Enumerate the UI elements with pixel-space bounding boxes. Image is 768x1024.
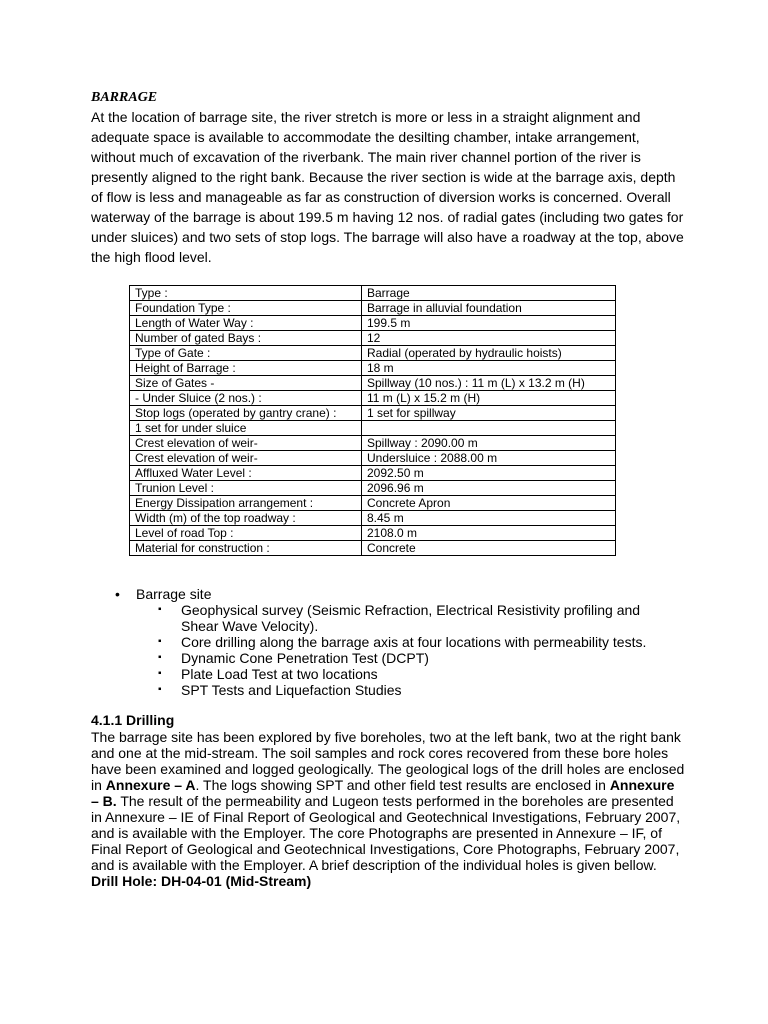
text-run: . The logs showing SPT and other field test results are enclosed in bbox=[195, 777, 610, 793]
annexure-b-ref: Annexure bbox=[609, 777, 675, 793]
annexure-b-ref-cont: – B. bbox=[91, 793, 117, 809]
spec-label-cell: Crest elevation of weir- bbox=[130, 451, 362, 466]
spec-label-cell: - Under Sluice (2 nos.) : bbox=[130, 391, 362, 406]
drilling-line: and one at the mid-stream. The soil samples and rock cores recovered from these bore holes bbox=[91, 745, 669, 761]
spec-value-cell: 8.45 m bbox=[362, 511, 616, 526]
spec-value-cell: Barrage bbox=[362, 286, 616, 301]
table-row bbox=[130, 301, 616, 316]
spec-label-cell: Length of Water Way : bbox=[130, 316, 362, 331]
list-item bbox=[157, 602, 646, 634]
table-row bbox=[130, 406, 616, 421]
sub-item-line: Dynamic Cone Penetration Test (DCPT) bbox=[181, 650, 429, 666]
drilling-line: Final Report of Geological and Geotechnical Investigations, Core Photographs, February 2007, bbox=[91, 841, 680, 857]
intro-line: presently aligned to the right bank. Because the river section is wide at the barrage axis, depth bbox=[91, 169, 676, 185]
list-item bbox=[157, 634, 646, 650]
bullet-icon: ▪ bbox=[158, 668, 162, 679]
barrage-spec-table bbox=[129, 285, 616, 556]
table-row bbox=[130, 451, 616, 466]
text-run: in bbox=[91, 777, 106, 793]
intro-line: the high flood level. bbox=[91, 249, 212, 265]
spec-label-cell: Energy Dissipation arrangement : bbox=[130, 496, 362, 511]
table-row bbox=[130, 376, 616, 391]
sub-list bbox=[157, 602, 646, 698]
table-row bbox=[130, 391, 616, 406]
intro-line: At the location of barrage site, the river stretch is more or less in a straight alignment and bbox=[91, 109, 641, 125]
drilling-line: and is available with the Employer. A brief description of the individual holes is given bellow. bbox=[91, 857, 657, 873]
intro-line: adequate space is available to accommodate the desilting chamber, intake arrangement, bbox=[91, 129, 640, 145]
spec-value-cell: 199.5 m bbox=[362, 316, 616, 331]
spec-label-cell: Trunion Level : bbox=[130, 481, 362, 496]
drilling-line bbox=[91, 777, 684, 793]
spec-value-cell: 1 set for spillway bbox=[362, 406, 616, 421]
table-row bbox=[130, 346, 616, 361]
sub-item-line: Core drilling along the barrage axis at four locations with permeability tests. bbox=[181, 634, 647, 650]
annexure-a-ref: Annexure – A bbox=[105, 777, 196, 793]
drilling-line: in Annexure – IE of Final Report of Geological and Geotechnical Investigations, February 2007, bbox=[91, 809, 681, 825]
drilling-line: The barrage site has been explored by five boreholes, two at the left bank, two at the right bank bbox=[91, 729, 681, 745]
spec-value-cell: 12 bbox=[362, 331, 616, 346]
spec-label-cell: Size of Gates - bbox=[130, 376, 362, 391]
spec-value-cell: Barrage in alluvial foundation bbox=[362, 301, 616, 316]
spec-value-cell: Concrete Apron bbox=[362, 496, 616, 511]
table-row bbox=[130, 541, 616, 556]
intro-line: of flow is less and manageable as far as construction of diversion works is concerned. Overall bbox=[91, 189, 671, 205]
spec-value-cell bbox=[362, 421, 616, 436]
intro-paragraph bbox=[91, 107, 684, 267]
spec-label-cell: Stop logs (operated by gantry crane) : bbox=[130, 406, 362, 421]
spec-label-cell: Number of gated Bays : bbox=[130, 331, 362, 346]
drill-hole-heading: Drill Hole: DH-04-01 (Mid-Stream) bbox=[91, 873, 312, 889]
spec-value-cell: 18 m bbox=[362, 361, 616, 376]
sub-item-line: Shear Wave Velocity). bbox=[181, 618, 319, 634]
spec-label-cell: Level of road Top : bbox=[130, 526, 362, 541]
spec-value-cell: Radial (operated by hydraulic hoists) bbox=[362, 346, 616, 361]
list-item bbox=[157, 650, 646, 666]
sub-item-line: Plate Load Test at two locations bbox=[181, 666, 378, 682]
bullet-icon: ▪ bbox=[158, 652, 162, 663]
bullet-icon: • bbox=[115, 586, 120, 602]
spec-label-cell: Height of Barrage : bbox=[130, 361, 362, 376]
drilling-line: and is available with the Employer. The core Photographs are presented in Annexure – IF, of bbox=[91, 825, 662, 841]
spec-label-cell: Width (m) of the top roadway : bbox=[130, 511, 362, 526]
spec-value-cell: Spillway : 2090.00 m bbox=[362, 436, 616, 451]
sub-item-line: Geophysical survey (Seismic Refraction, Electrical Resistivity profiling and bbox=[181, 602, 641, 618]
spec-label-cell: 1 set for under sluice bbox=[130, 421, 362, 436]
table-row bbox=[130, 286, 616, 301]
spec-label-cell: Material for construction : bbox=[130, 541, 362, 556]
spec-label-cell: Type : bbox=[130, 286, 362, 301]
sub-item-line: SPT Tests and Liquefaction Studies bbox=[181, 682, 402, 698]
table-row bbox=[130, 361, 616, 376]
intro-line: without much of excavation of the riverbank. The main river channel portion of the river is bbox=[91, 149, 641, 165]
spec-value-cell: 11 m (L) x 15.2 m (H) bbox=[362, 391, 616, 406]
spec-label-cell: Type of Gate : bbox=[130, 346, 362, 361]
table-row bbox=[130, 421, 616, 436]
investigation-list bbox=[115, 586, 646, 698]
drilling-paragraph bbox=[91, 729, 684, 873]
table-row bbox=[130, 331, 616, 346]
spec-label-cell: Foundation Type : bbox=[130, 301, 362, 316]
table-row bbox=[130, 436, 616, 451]
spec-value-cell: Undersluice : 2088.00 m bbox=[362, 451, 616, 466]
text-run: The result of the permeability and Lugeon tests performed in the boreholes are presented bbox=[116, 793, 674, 809]
intro-line: under sluices) and two sets of stop logs. The barrage will also have a roadway at the top, above bbox=[91, 229, 684, 245]
drilling-line: have been examined and logged geologically. The geological logs of the drill holes are enclosed bbox=[91, 761, 685, 777]
spec-value-cell: Spillway (10 nos.) : 11 m (L) x 13.2 m (H) bbox=[362, 376, 616, 391]
drilling-line bbox=[91, 793, 684, 809]
table-row bbox=[130, 316, 616, 331]
bullet-icon: ▪ bbox=[158, 604, 162, 615]
table-row bbox=[130, 511, 616, 526]
bullet-label: Barrage site bbox=[136, 586, 212, 602]
spec-value-cell: 2108.0 m bbox=[362, 526, 616, 541]
spec-value-cell: 2092.50 m bbox=[362, 466, 616, 481]
spec-label-cell: Crest elevation of weir- bbox=[130, 436, 362, 451]
list-item bbox=[157, 682, 646, 698]
spec-value-cell: Concrete bbox=[362, 541, 616, 556]
table-row bbox=[130, 526, 616, 541]
table-row bbox=[130, 466, 616, 481]
bullet-icon: ▪ bbox=[158, 636, 162, 647]
spec-value-cell: 2096.96 m bbox=[362, 481, 616, 496]
bullet-icon: ▪ bbox=[158, 684, 162, 695]
intro-line: waterway of the barrage is about 199.5 m having 12 nos. of radial gates (including two gates for bbox=[91, 209, 684, 225]
section-title: BARRAGE bbox=[91, 90, 158, 105]
table-row bbox=[130, 496, 616, 511]
list-item bbox=[157, 666, 646, 682]
list-item bbox=[115, 586, 646, 602]
drilling-heading: 4.1.1 Drilling bbox=[91, 712, 175, 728]
spec-label-cell: Affluxed Water Level : bbox=[130, 466, 362, 481]
table-row bbox=[130, 481, 616, 496]
